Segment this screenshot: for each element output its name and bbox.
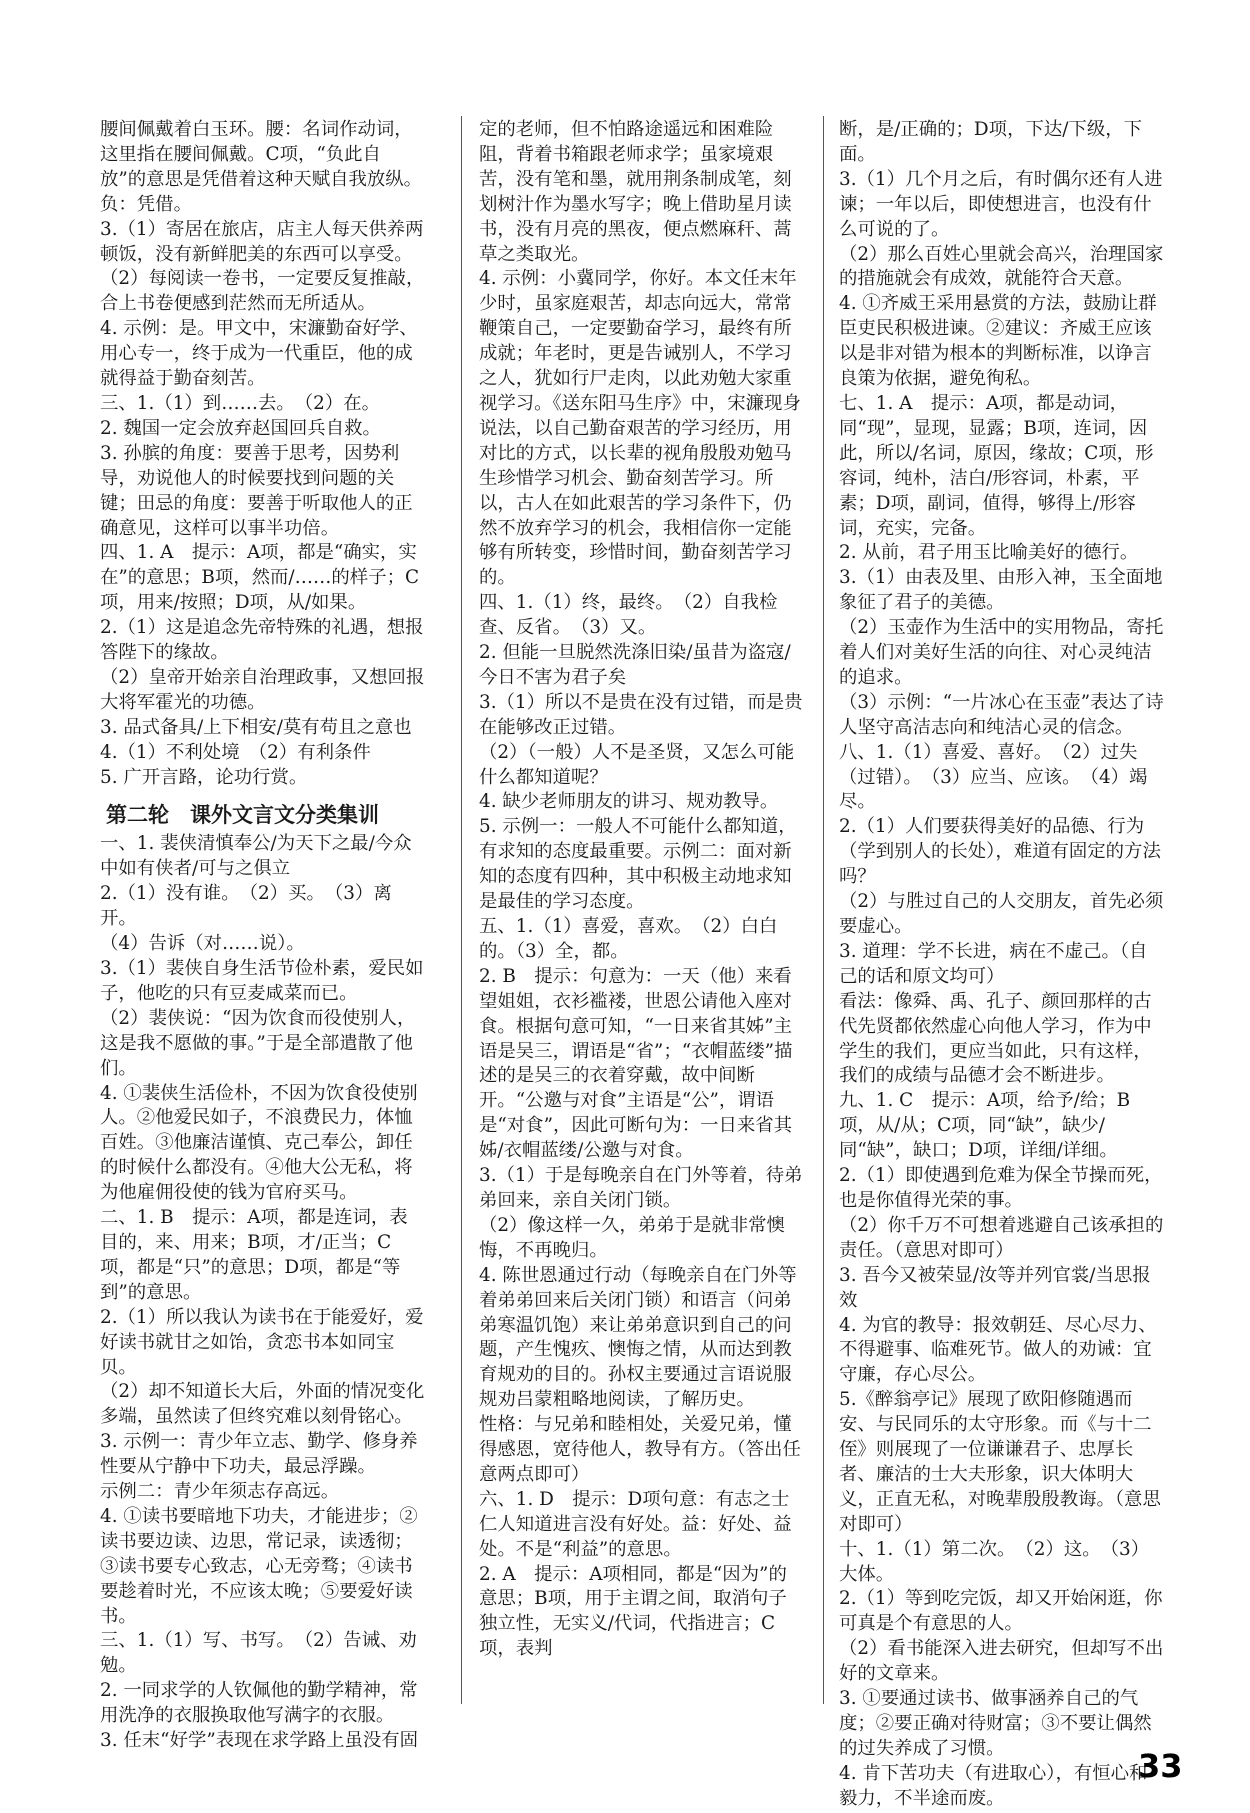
answer-paragraph: 3.（1）几个月之后，有时偶尔还有人进谏；一年以后，即使想进言，也没有什么可说的了。: [839, 168, 1163, 240]
answer-paragraph: （2）每阅读一卷书，一定要反复推敲，合上书卷便感到茫然而无所适从。: [100, 268, 425, 315]
answer-paragraph: 2.（1）这是追念先帝特殊的礼遇，想报答陛下的缘故。: [100, 617, 424, 664]
answer-paragraph: 2. 但能一旦脱然洗涤旧染/虽昔为盗寇/今日不害为君子矣: [479, 642, 791, 688]
column-right: [839, 118, 1165, 1812]
answer-paragraph: （2）你千万不可想着逃避自己该承担的责任。（意思对即可）: [839, 1214, 1164, 1261]
answer-paragraph: （2）玉壶作为生活中的实用物品，寄托着人们对美好生活的向往、对心灵纯洁的追求。: [839, 617, 1164, 688]
answer-paragraph: 2.（1）等到吃完饭，却又开始闲逛，你可真是个有意思的人。: [839, 1588, 1163, 1635]
answer-paragraph: 4. ①读书要暗地下功夫，才能进步；②读书要边读、边思，常记录，读透彻；③读书要专心致志，心无旁骛；④读书要趁着时光，不应该太晚；⑤要爱好读书。: [100, 1505, 418, 1627]
answer-paragraph: 2.（1）人们要获得美好的品德、行为（学到别人的长处），难道有固定的方法吗？: [839, 816, 1161, 888]
answer-paragraph: 2.（1）即使遇到危难为保全节操而死，也是你值得光荣的事。: [839, 1165, 1163, 1211]
answer-paragraph: 四、1. A 提示：A项，都是“确实，实在”的意思；B项，然而/……的样子；C项，用来/按照；D项，从/如果。: [100, 542, 420, 614]
answer-paragraph: 二、1. B 提示：A项，都是连词，表目的，来、用来；B项，才/正当；C项，都是“只”的意思；D项，都是“等到”的意思。: [100, 1207, 408, 1303]
answer-paragraph: 4. 陈世恩通过行动（每晚亲自在门外等着弟弟回来后关闭门锁）和语言（问弟弟寒温饥饱）来让弟弟意识到自己的问题，产生愧疚、懊悔之情，从而达到教育规劝的目的。孙权主要通过言语说服规劝吕蒙粗略地阅读，了解历史。: [479, 1264, 797, 1411]
answer-paragraph: 4. ①齐威王采用悬赏的方法，鼓励让群臣吏民积极进谏。②建议：齐威王应该以是非对错为根本的判断标准，以诤言良策为依据，避免徇私。: [839, 293, 1157, 390]
answer-paragraph: 3.（1）由表及里、由形入神，玉全面地象征了君子的美德。: [839, 567, 1163, 614]
answer-paragraph: 3. 孙膑的角度：要善于思考，因势利导，劝说他人的时候要找到问题的关键；田忌的角度：要善于听取他人的正确意见，这样可以事半功倍。: [100, 442, 413, 539]
column-middle: [479, 118, 805, 1662]
answer-paragraph: （2）裴侠说：“因为饮食而役使别人，这是我不愿做的事。”于是全部遣散了他们。: [100, 1007, 416, 1079]
answer-paragraph: 4. 缺少老师朋友的讲习、规劝教导。: [479, 791, 779, 813]
answer-paragraph: 3. 道理：学不长进，病在不虚己。（自己的话和原文均可）: [839, 940, 1148, 987]
answer-paragraph: 4. 为官的教导：报效朝廷、尽心尽力、不得避事、临难死节。做人的劝诫：宜守廉，存心尽公。: [839, 1314, 1157, 1386]
answer-paragraph: 定的老师，但不怕路途遥远和困难险阻，背着书箱跟老师求学；虽家境艰苦，没有笔和墨，就用荆条制成笔，刻划树汁作为墨水写字；晚上借助星月读书，没有月亮的黑夜，便点燃麻秆、蒿草之类取光。: [479, 119, 792, 265]
answer-paragraph: 3.（1）裴侠自身生活节俭朴素，爱民如子，他吃的只有豆麦咸菜而已。: [100, 958, 424, 1004]
answer-paragraph: 3. 任末“好学”表现在求学路上虽没有固: [100, 1730, 419, 1752]
answer-paragraph: 断，是/正确的；D项，下达/下级，下面。: [839, 119, 1142, 165]
answer-paragraph: 七、1. A 提示：A项，都是动词，同“现”，显现，显露；B项，连词，因此，所以/名词，原因，缘故；C项，形容词，纯朴，洁白/形容词，朴素，平素；D项，副词，值得，够得上/形容词，充实，完备。: [839, 392, 1154, 539]
answer-paragraph: 腰间佩戴着白玉环。腰：名词作动词，这里指在腰间佩戴。C项，“负此自放”的意思是凭借着这种天赋自我放纵。负：凭借。: [100, 119, 423, 215]
answer-paragraph: （2）与胜过自己的人交朋友，首先必须要虚心。: [839, 891, 1164, 937]
answer-paragraph: 性格：与兄弟和睦相处，关爱兄弟，懂得感恩，宽待他人，教导有方。（答出任意两点即可）: [479, 1414, 801, 1485]
answer-paragraph: 三、1.（1）写、书写。 （2）告诫、劝勉。: [100, 1630, 417, 1677]
answer-paragraph: 四、1.（1）终，最终。 （2）自我检查、反省。 （3）又。: [479, 592, 778, 639]
answer-paragraph: 4. 示例：小冀同学，你好。本文任末年少时，虽家庭艰苦，却志向远大，常常鞭策自己，一定要勤奋学习，最终有所成就；年老时，更是告诫别人，不学习之人，犹如行尸走肉，以此劝勉大家重视学习。《送东阳马生序》中，宋濂现身说法，以自己勤奋艰苦的学习经历，用对比的方式，以长辈的视角殷殷劝勉马生珍惜学习机会、勤奋刻苦学习。所以，古人在如此艰苦的学习条件下，仍然不放弃学习的机会，我相信你一定能够有所转变，珍惜时间，勤奋刻苦学习的。: [479, 268, 801, 589]
answer-paragraph: 2. 从前，君子用玉比喻美好的德行。: [839, 542, 1139, 564]
answer-paragraph: 2. 一同求学的人钦佩他的勤学精神，常用洗净的衣服换取他写满字的衣服。: [100, 1680, 418, 1727]
answer-paragraph: （2）那么百姓心里就会高兴，治理国家的措施就会有成效，就能符合天意。: [839, 243, 1164, 290]
answer-paragraph: 5.《醉翁亭记》展现了欧阳修随遇而安、与民同乐的太守形象。而《与十二侄》则展现了一位谦谦君子、忠厚长者、廉洁的士大夫形象，识大体明大义，正直无私，对晚辈殷殷教诲。（意思对即可）: [839, 1389, 1161, 1535]
page-number: 33: [1138, 1747, 1183, 1785]
answer-paragraph: 5. 示例一：一般人不可能什么都知道，有求知的态度最重要。示例二：面对新知的态度有四种，其中积极主动地求知是最佳的学习态度。: [479, 816, 797, 913]
column-left: [100, 118, 426, 1754]
column-divider: [823, 116, 824, 1704]
answer-paragraph: 3.（1）寄居在旅店，店主人每天供养两顿饭，没有新鲜肥美的东西可以享受。: [100, 218, 424, 265]
answer-paragraph: 2.（1）没有谁。 （2）买。 （3）离开。: [100, 883, 392, 930]
answer-paragraph: 4. 示例：是。甲文中，宋濂勤奋好学、用心专一，终于成为一代重臣，他的成就得益于勤奋刻苦。: [100, 318, 418, 390]
answer-paragraph: 五、1.（1）喜爱，喜欢。 （2）白白的。（3）全，都。: [479, 916, 778, 962]
answer-paragraph: 4.（1）不利处境 （2）有利条件: [100, 741, 371, 763]
answer-paragraph: 三、1.（1）到……去。 （2）在。: [100, 392, 381, 414]
answer-paragraph: 5. 广开言路，论功行赏。: [100, 766, 308, 788]
answer-paragraph: 2. B 提示：句意为：一天（他）来看望姐姐，衣衫褴褛，世恩公请他入座对食。根据句意可知，“一日来省其姊”主语是吴三，谓语是“省”；“衣帽蓝缕”描述的是吴三的衣着穿戴，故中间断开。“公邀与对食”主语是“公”，谓语是“对食”，因此可断句为：一日来省其姊/衣帽蓝缕/公邀与对食。: [479, 965, 793, 1162]
answer-paragraph: 3. 示例一：青少年立志、勤学、修身养性要从宁静中下功夫，最忌浮躁。: [100, 1431, 418, 1478]
answer-paragraph: （2）像这样一久，弟弟于是就非常懊悔，不再晚归。: [479, 1214, 785, 1261]
answer-paragraph: 4. 肯下苦功夫（有进取心），有恒心和毅力，不半途而废。: [839, 1762, 1148, 1809]
column-divider: [461, 116, 462, 1704]
answer-paragraph: 2.（1）所以我认为读书在于能爱好，爱好读书就甘之如饴，贪恋书本如同宝贝。: [100, 1306, 424, 1378]
answer-paragraph: 八、1.（1）喜爱、喜好。 （2）过失（过错）。 （3）应当、应该。 （4）竭尽。: [839, 741, 1148, 813]
answer-paragraph: 3. ①要通过读书、做事涵养自己的气度；②要正确对待财富；③不要让偶然的过失养成了习惯。: [839, 1688, 1152, 1759]
answer-paragraph: 3. 吾今又被荣显/汝等并列官裳/当思报效: [839, 1264, 1151, 1311]
answer-paragraph: 一、1. 裴侠清慎奉公/为天下之最/今众中如有侠者/可与之俱立: [100, 833, 412, 880]
answer-paragraph: （2）却不知道长大后，外面的情况变化多端，虽然读了但终究难以刻骨铭心。: [100, 1381, 425, 1428]
answer-paragraph: 九、1. C 提示：A项，给予/给；B项，从/从；C项，同“缺”，缺少/同“缺”，缺口；D项，详细/详细。: [839, 1090, 1131, 1162]
answer-paragraph: 十、1.（1）第二次。 （2）这。 （3）大体。: [839, 1538, 1150, 1585]
answer-paragraph: （4）告诉（对……说）。: [100, 933, 305, 955]
answer-paragraph: （2）（一般）人不是圣贤，又怎么可能什么都知道呢？: [479, 741, 795, 788]
answer-paragraph: 3.（1）于是每晚亲自在门外等着，待弟弟回来，亲自关闭门锁。: [479, 1165, 803, 1211]
answer-paragraph: （2）看书能深入进去研究，但却写不出好的文章来。: [839, 1638, 1164, 1685]
answer-paragraph: 3.（1）所以不是贵在没有过错，而是贵在能够改正过错。: [479, 691, 803, 738]
answer-paragraph: （2）皇帝开始亲自治理政事，又想回报大将军霍光的功德。: [100, 666, 425, 713]
answer-paragraph: 示例二：青少年须志存高远。: [100, 1481, 340, 1503]
answer-paragraph: 六、1. D 提示：D项句意：有志之士仁人知道进言没有好处。益：好处、益处。不是“利益”的意思。: [479, 1488, 792, 1560]
answer-paragraph: 2. A 提示：A项相同，都是“因为”的意思；B项，用于主谓之间，取消句子独立性，无实义/代词，代指进言；C项，表判: [479, 1563, 787, 1660]
section-heading: 第二轮 课外文言文分类集训: [106, 803, 379, 828]
answer-paragraph: 4. ①裴侠生活俭朴，不因为饮食役使别人。②他爱民如子，不浪费民力，体恤百姓。③他廉洁谨慎、克己奉公，卸任的时候什么都没有。④他大公无私，将为他雇佣役使的钱为官府买马。: [100, 1082, 418, 1204]
answer-paragraph: 2. 魏国一定会放弃赵国回兵自救。: [100, 417, 381, 439]
answer-paragraph: （3）示例：“一片冰心在玉壶”表达了诗人坚守高洁志向和纯洁心灵的信念。: [839, 691, 1164, 738]
answer-paragraph: 3. 品式备具/上下相安/莫有苟且之意也: [100, 716, 412, 738]
answer-paragraph: 看法：像舜、禹、孔子、颜回那样的古代先贤都依然虚心向他人学习，作为中学生的我们，更应当如此，只有这样，我们的成绩与品德才会不断进步。: [839, 990, 1152, 1087]
